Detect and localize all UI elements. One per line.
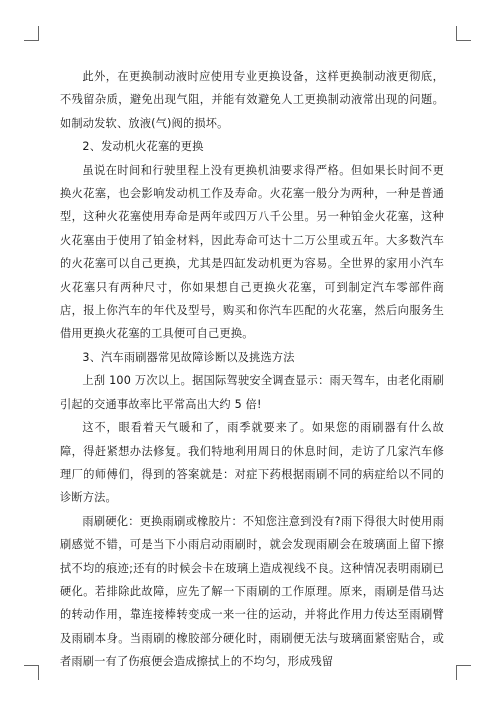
crop-mark-bottom-right [456,665,471,680]
crop-mark-bottom-left [24,665,39,680]
paragraph-spark-plug: 虽说在时间和行驶里程上没有更换机油要求得严格。但如果长时间不更换火花塞，也会影响发动机工作及寿命。火花塞一般分为两种，一种是普通型，这种火花塞使用寿命是两年或四万八千公里。另一种铂金火花塞，这种火花塞由于使用了铂金材料，因此寿命可达十二万公里或五年。大多数汽车的火花塞可以自己更换，尤其是四缸发动机更为容易。全世界的家用小汽车火花塞只有两种尺寸，你如果想自己更换火花塞，可到制定汽车零部件商店，报上你汽车的年代及型号，购买和你汽车匹配的火花塞，然后向服务生借用更换火花塞的工具便可自己更换。 [60,163,444,341]
paragraph-brake-fluid: 此外，在更换制动液时应使用专业更换设备，这样更换制动液更彻底，不残留杂质，避免出现气阻，并能有效避免人工更换制动液常出现的问题。如制动发软、放液(气)阀的损坏。 [60,70,444,130]
paragraph-wiper-hardening: 雨刷硬化：更换雨刷或橡胶片：不知您注意到没有?雨下得很大时使用雨刷感觉不错，可是当下小雨启动雨刷时，就会发现雨刷会在玻璃面上留下擦拭不均的痕迹;还有的时候会卡在玻璃上造成视线不良。这种情况表明雨刷已硬化。若排除此故障，应先了解一下雨刷的工作原理。原来，雨刷是借马达的转动作用，靠连接棒转变成一来一往的运动，并将此作用力传达至雨刷臂及雨刷本身。当雨刷的橡胶部分硬化时，雨刷便无法与玻璃面紧密贴合，或者雨刷一有了伤痕便会造成擦拭上的不均匀，形成残留 [60,514,444,669]
crop-mark-top-left [24,26,39,41]
heading-wiper: 3、汽车雨刷器常见故障诊断以及挑选方法 [82,350,295,364]
document-body [60,65,444,674]
heading-spark-plug: 2、发动机火花塞的更换 [82,140,204,154]
paragraph-rainy-season: 这不，眼看着天气暖和了，雨季就要来了。如果您的雨刷器有什么故障，得赶紧想办法修复。我们特地利用周日的休息时间，走访了几家汽车修理厂的师傅们，得到的答案就是：对症下药根据雨刷不同的病症给以不同的诊断方法。 [60,421,444,505]
paragraph-wiper-stats: 上刮 100 万次以上。据国际驾驶安全调查显示：雨天驾车，由老化雨刷引起的交通事故率比平常高出大约 5 倍! [60,374,444,411]
crop-mark-top-right [456,26,471,41]
